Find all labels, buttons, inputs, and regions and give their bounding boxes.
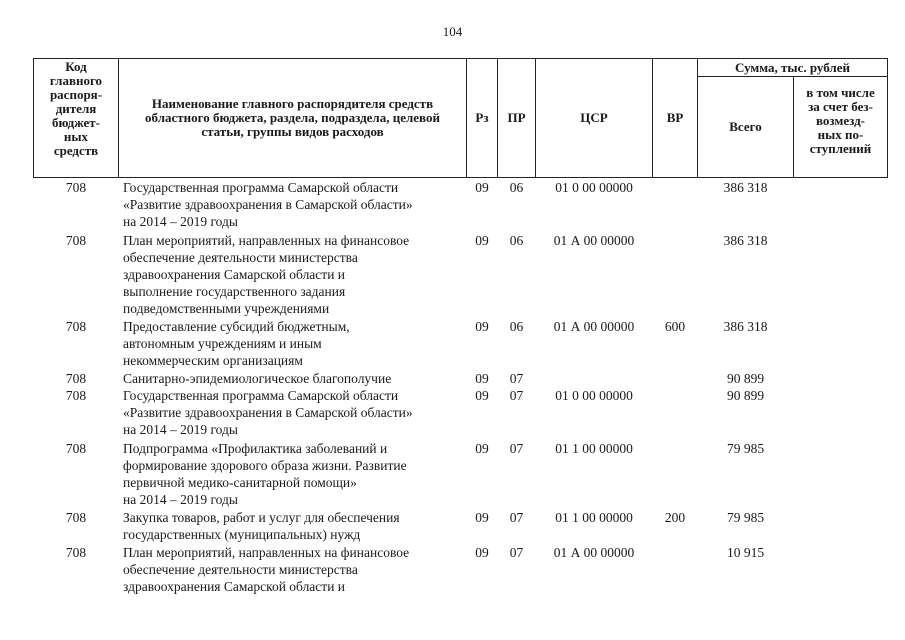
row-4-csr-cell: 01 0 00 00000	[555, 388, 633, 403]
row-2-vr-cell: 600	[664, 319, 686, 334]
row-6-pr-cell: 07	[509, 510, 524, 525]
row-5-name-line: Подпрограмма «Профилактика заболеваний и	[123, 441, 388, 456]
header-pr: ПР	[507, 110, 526, 125]
row-3-total-cell: 90 899	[726, 371, 765, 386]
row-4-name-line: «Развитие здравоохранения в Самарской области»	[123, 405, 413, 420]
header-total: Всего	[729, 119, 762, 134]
row-5-name-line: первичной медико-санитарной помощи»	[123, 475, 357, 490]
row-6-total-cell: 79 985	[726, 510, 765, 525]
row-2-csr-cell: 01 А 00 00000	[553, 319, 635, 334]
row-2-total-cell: 386 318	[723, 319, 768, 334]
row-4-code-cell: 708	[65, 388, 87, 403]
row-7-name-cell	[123, 544, 468, 595]
row-7-code-cell: 708	[65, 545, 87, 560]
row-0-name-line: Государственная программа Самарской области	[123, 180, 399, 195]
row-0-csr-cell: 01 0 00 00000	[555, 180, 633, 195]
row-0-name-line: «Развитие здравоохранения в Самарской области»	[123, 197, 413, 212]
row-4-name-line: на 2014 – 2019 годы	[123, 422, 238, 437]
row-6-csr-cell: 01 1 00 00000	[555, 510, 633, 525]
row-1-total-cell: 386 318	[723, 233, 768, 248]
row-0-total-cell: 386 318	[723, 180, 768, 195]
row-6-code-cell: 708	[65, 510, 87, 525]
row-0-pr-cell: 06	[509, 180, 524, 195]
row-3-name-cell	[123, 370, 468, 387]
header-csr: ЦСР	[580, 110, 608, 125]
row-7-pr-cell: 07	[509, 545, 524, 560]
row-0-rz-cell: 09	[475, 180, 489, 195]
header-sum-group: Сумма, тыс. рублей	[735, 59, 850, 75]
header-rz: Рз	[475, 110, 489, 125]
col-border-8	[887, 58, 888, 178]
row-1-rz-cell: 09	[475, 233, 489, 248]
header-bottom-border	[33, 177, 888, 178]
row-1-name-line: План мероприятий, направленных на финансовое	[123, 233, 410, 248]
row-6-name-line: Закупка товаров, работ и услуг для обеспечения	[123, 510, 400, 525]
row-1-name-line: обеспечение деятельности министерства	[123, 250, 358, 265]
row-5-name-line: на 2014 – 2019 годы	[123, 492, 238, 507]
row-7-total-cell: 10 915	[726, 545, 765, 560]
row-4-rz-cell: 09	[475, 388, 489, 403]
row-1-name-line: подведомственными учреждениями	[123, 301, 330, 316]
row-6-name-cell	[123, 509, 468, 543]
row-5-name-cell	[123, 440, 468, 508]
row-2-pr-cell: 06	[509, 319, 524, 334]
header-vr: ВР	[666, 110, 684, 125]
row-5-total-cell: 79 985	[726, 441, 765, 456]
row-3-rz-cell: 09	[475, 371, 489, 386]
row-7-name-line: обеспечение деятельности министерства	[123, 562, 358, 577]
row-3-name-line: Санитарно-эпидемиологическое благополучие	[123, 371, 392, 386]
row-0-code-cell: 708	[65, 180, 87, 195]
row-2-name-line: автономным учреждениям и иным	[123, 336, 322, 351]
row-2-name-line: некоммерческим организациям	[123, 353, 303, 368]
row-5-code-cell: 708	[65, 441, 87, 456]
row-0-name-cell	[123, 179, 468, 230]
row-5-pr-cell: 07	[509, 441, 524, 456]
row-7-name-line: здравоохранения Самарской области и	[123, 579, 346, 594]
row-4-name-cell	[123, 387, 468, 438]
row-6-name-line: государственных (муниципальных) нужд	[123, 527, 361, 542]
row-1-name-cell	[123, 232, 468, 317]
row-3-pr-cell: 07	[509, 371, 524, 386]
row-7-name-line: План мероприятий, направленных на финансовое	[123, 545, 410, 560]
row-6-vr-cell: 200	[664, 510, 686, 525]
row-4-name-line: Государственная программа Самарской области	[123, 388, 399, 403]
row-3-code-cell: 708	[65, 371, 87, 386]
row-0-name-line: на 2014 – 2019 годы	[123, 214, 238, 229]
row-1-name-line: здравоохранения Самарской области и	[123, 267, 346, 282]
page-number: 104	[442, 24, 463, 39]
row-6-rz-cell: 09	[475, 510, 489, 525]
row-4-pr-cell: 07	[509, 388, 524, 403]
row-1-csr-cell: 01 А 00 00000	[553, 233, 635, 248]
row-1-pr-cell: 06	[509, 233, 524, 248]
row-7-csr-cell: 01 А 00 00000	[553, 545, 635, 560]
header-code: Код главного распоря- дителя бюджет- ных средств	[49, 59, 103, 158]
header-incl: в том числе за счет без- возмезд- ных по- ступлений	[806, 85, 875, 156]
row-2-name-cell	[123, 318, 468, 369]
row-4-total-cell: 90 899	[726, 388, 765, 403]
row-5-name-line: формирование здорового образа жизни. Развитие	[123, 458, 407, 473]
row-2-rz-cell: 09	[475, 319, 489, 334]
row-2-name-line: Предоставление субсидий бюджетным,	[123, 319, 350, 334]
row-7-rz-cell: 09	[475, 545, 489, 560]
row-5-csr-cell: 01 1 00 00000	[555, 441, 633, 456]
header-name: Наименование главного распорядителя средств областного бюджета, раздела, подраздела, целевой статьи, группы видов расходов	[145, 96, 440, 139]
row-1-code-cell: 708	[65, 233, 87, 248]
row-5-rz-cell: 09	[475, 441, 489, 456]
row-2-code-cell: 708	[65, 319, 87, 334]
row-1-name-line: выполнение государственного задания	[123, 284, 346, 299]
